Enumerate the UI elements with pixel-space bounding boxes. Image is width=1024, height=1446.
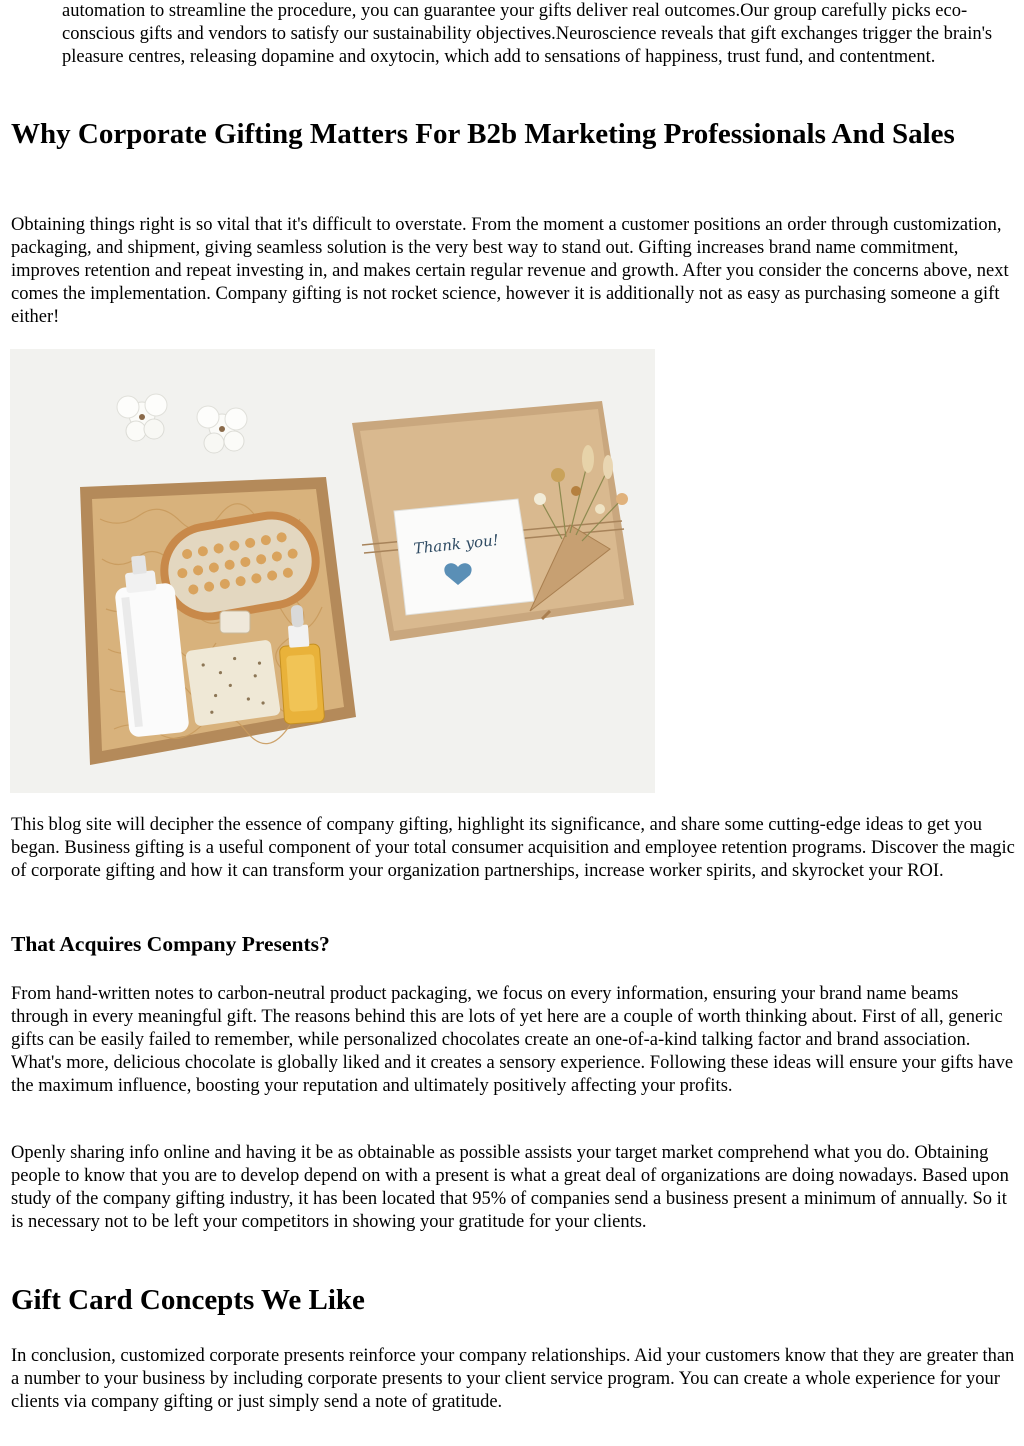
- open-gift-box: [80, 477, 356, 765]
- gift-box-photo: [10, 349, 655, 793]
- section-heading-that-acquires: That Acquires Company Presents?: [11, 932, 330, 956]
- soap-bar: [185, 639, 281, 726]
- card-text: Thank you!: [412, 530, 500, 558]
- section-paragraph-that-acquires-2: Openly sharing info online and having it be as obtainable as possible assists your target market comprehend what you do. Obtaining people to know that you are to develop depend on with a present is what a great deal of organizations are doing nowadays. Based upon study of the company gifting industry, it has been located that 95% of companies send a business present a minimum of annually. So it is necessary not to be left your competitors in showing your gratitude for your clients.: [11, 1143, 1009, 1232]
- section-paragraph-that-acquires-1: From hand-written notes to carbon-neutral product packaging, we focus on every information, ensuring your brand name beams through in every meaningful gift. The reasons behind this are lots of yet here are a couple of worth thinking about. First of all, generic gifts can be easily failed to remember, while personalized chocolates create an one-of-a-kind talking factor and brand association. What's more, delicious chocolate is globally liked and it creates a sensory experience. Following these ideas will ensure your gifts have the maximum influence, boosting your reputation and ultimately positively affecting your profits.: [11, 984, 1014, 1096]
- thank-you-card: [394, 499, 534, 615]
- section-paragraph-blog-intro: This blog site will decipher the essence of company gifting, highlight its significance, and share some cutting-edge ideas to get you began. Business gifting is a useful component of your total consumer acquisition and employee retention programs. Discover the magic of corporate gifting and how it can transform your organization partnerships, increase worker spirits, and skyrocket your ROI.: [11, 815, 1015, 881]
- closed-gift-box: [352, 401, 634, 641]
- section-paragraph-gift-card-concepts: In conclusion, customized corporate presents reinforce your company relationships. Aid your customers know that they are greater than a number to your business by including corporate presents to your client service program. You can create a whole experience for your clients via company gifting or just simply send a note of gratitude.: [11, 1346, 1015, 1412]
- intro-paragraph: automation to streamline the procedure, you can guarantee your gifts deliver real outcomes.Our group carefully picks eco-conscious gifts and vendors to satisfy our sustainability objectives.Neuroscience reveals that gift exchanges trigger the brain's pleasure centres, releasing dopamine and oxytocin, which add to sensations of happiness, trust fund, and contentment.: [62, 1, 993, 67]
- section-heading-why-corporate-gifting: Why Corporate Gifting Matters For B2b Marketing Professionals And Sales: [11, 118, 955, 150]
- section-paragraph-why-corporate-gifting: Obtaining things right is so vital that it's difficult to overstate. From the moment a customer positions an order through customization, packaging, and shipment, giving seamless solution is the very best way to stand out. Gifting increases brand name commitment, improves retention and repeat investing in, and makes certain regular revenue and growth. After you consider the concerns above, next comes the implementation. Company gifting is not rocket science, however it is additionally not as easy as purchasing someone a gift either!: [11, 215, 1009, 327]
- section-heading-gift-card-concepts: Gift Card Concepts We Like: [11, 1284, 365, 1316]
